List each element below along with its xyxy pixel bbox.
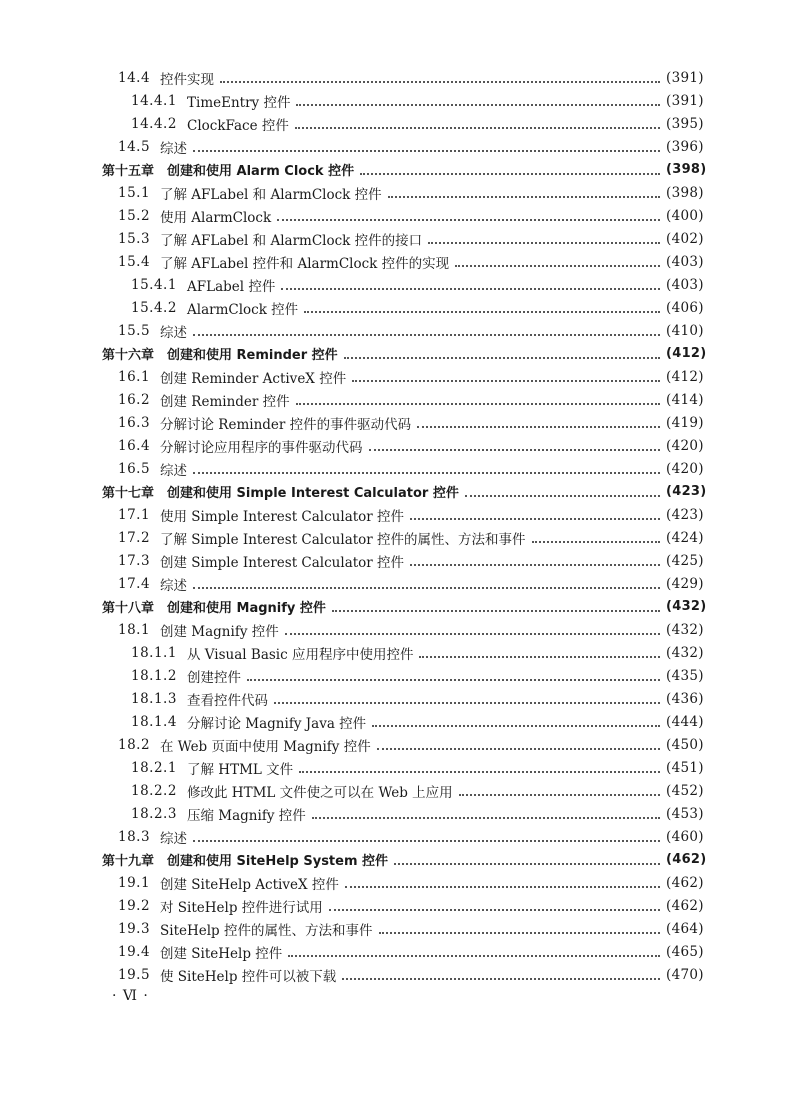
dot-leader (295, 126, 660, 129)
toc-section-number: 15.5 (118, 322, 151, 339)
toc-section-entry (0, 871, 796, 894)
toc-section-number: 19.1 (118, 874, 151, 891)
toc-section-entry (0, 733, 796, 756)
dot-leader (288, 954, 660, 957)
toc-page-number: (398) (666, 184, 704, 201)
toc-section-entry (0, 572, 796, 595)
toc-entry-title: 了解 AFLabel 和 AlarmClock 控件的接口 (160, 232, 423, 249)
toc-page-number: (436) (666, 690, 704, 707)
dot-leader (345, 885, 660, 888)
toc-section-entry (0, 112, 796, 135)
toc-entry-title: 查看控件代码 (187, 692, 268, 709)
toc-section-number: 18.1.3 (131, 690, 177, 707)
toc-page-number: (402) (666, 230, 704, 247)
toc-entry-title: TimeEntry 控件 (187, 94, 291, 111)
dot-leader (352, 379, 660, 382)
toc-section-entry (0, 894, 796, 917)
toc-section-number: 18.1 (118, 621, 151, 638)
toc-entry-title: 修改此 HTML 文件使之可以在 Web 上应用 (187, 784, 453, 801)
dot-leader (369, 448, 661, 451)
toc-entry-title: AFLabel 控件 (187, 278, 276, 295)
toc-page-number: (395) (666, 115, 704, 132)
toc-page-number: (470) (666, 966, 704, 983)
page-number-footer: · Ⅵ · (112, 988, 149, 1004)
dot-leader (344, 356, 660, 359)
dot-leader (377, 747, 660, 750)
toc-entry-title: 分解讨论应用程序的事件驱动代码 (160, 439, 363, 456)
toc-section-number: 16.5 (118, 460, 151, 477)
toc-section-number: 18.2.3 (131, 805, 177, 822)
toc-section-number: 18.1.2 (131, 667, 177, 684)
dot-leader (360, 172, 660, 175)
toc-entry-title: 在 Web 页面中使用 Magnify 控件 (160, 738, 371, 755)
toc-section-entry (0, 687, 796, 710)
toc-entry-title: 了解 AFLabel 和 AlarmClock 控件 (160, 186, 382, 203)
toc-section-number: 18.2.1 (131, 759, 177, 776)
dot-leader (417, 425, 660, 428)
toc-entry-title: ClockFace 控件 (187, 117, 289, 134)
dot-leader (193, 839, 660, 842)
toc-page-number: (464) (666, 920, 704, 937)
dot-leader (465, 494, 660, 497)
toc-page-number: (452) (666, 782, 704, 799)
toc-section-entry (0, 802, 796, 825)
toc-entry-title: 创建 SiteHelp ActiveX 控件 (160, 876, 339, 893)
dot-leader (394, 862, 660, 865)
toc-section-number: 15.3 (118, 230, 151, 247)
toc-section-entry (0, 365, 796, 388)
toc-page-number: (432) (666, 644, 704, 661)
toc-section-entry (0, 411, 796, 434)
toc-page-number: (406) (666, 299, 704, 316)
toc-section-number: 14.5 (118, 138, 151, 155)
toc-page-number: (420) (666, 460, 704, 477)
toc-entry-title: 综述 (160, 577, 187, 594)
toc-chapter-entry (0, 342, 796, 365)
toc-section-number: 16.1 (118, 368, 151, 385)
toc-page-number: (412) (666, 368, 704, 385)
toc-section-number: 17.1 (118, 506, 151, 523)
toc-section-number: 14.4.1 (131, 92, 177, 109)
dot-leader (419, 655, 660, 658)
toc-page-number: (391) (666, 69, 704, 86)
toc-page-number: (403) (666, 253, 704, 270)
toc-section-entry (0, 756, 796, 779)
dot-leader (459, 793, 660, 796)
toc-section-number: 19.5 (118, 966, 151, 983)
toc-section-entry (0, 296, 796, 319)
dot-leader (532, 540, 660, 543)
toc-entry-title: 创建 Reminder 控件 (160, 393, 290, 410)
toc-entry-title: 综述 (160, 140, 187, 157)
toc-section-number: 15.4 (118, 253, 151, 270)
toc-entry-title: 第十九章 创建和使用 SiteHelp System 控件 (102, 854, 389, 869)
toc-section-entry (0, 549, 796, 572)
dot-leader (193, 149, 660, 152)
toc-page-number: (453) (666, 805, 704, 822)
toc-page-number: (465) (666, 943, 704, 960)
dot-leader (332, 609, 660, 612)
toc-entry-title: 第十八章 创建和使用 Magnify 控件 (102, 601, 326, 616)
dot-leader (379, 931, 661, 934)
toc-entry-title: 了解 AFLabel 控件和 AlarmClock 控件的实现 (160, 255, 450, 272)
toc-section-entry (0, 434, 796, 457)
toc-section-number: 19.2 (118, 897, 151, 914)
toc-section-number: 18.3 (118, 828, 151, 845)
toc-section-number: 14.4.2 (131, 115, 177, 132)
toc-page-number: (403) (666, 276, 704, 293)
toc-section-number: 16.4 (118, 437, 151, 454)
toc-section-entry (0, 526, 796, 549)
toc-section-entry (0, 618, 796, 641)
toc-entry-title: SiteHelp 控件的属性、方法和事件 (160, 922, 373, 939)
toc-section-number: 15.1 (118, 184, 151, 201)
toc-entry-title: 综述 (160, 830, 187, 847)
toc-page-number: (435) (666, 667, 704, 684)
toc-entry-title: AlarmClock 控件 (187, 301, 299, 318)
dot-leader (455, 264, 660, 267)
dot-leader (299, 770, 660, 773)
toc-page-number: (432) (666, 599, 707, 614)
toc-section-entry (0, 388, 796, 411)
toc-page-number: (429) (666, 575, 704, 592)
toc-section-entry (0, 250, 796, 273)
toc-chapter-entry (0, 158, 796, 181)
toc-page-number: (412) (666, 346, 707, 361)
toc-page-number: (423) (666, 484, 707, 499)
dot-leader (274, 701, 660, 704)
toc-entry-title: 使 SiteHelp 控件可以被下载 (160, 968, 337, 985)
toc-entry-title: 使用 Simple Interest Calculator 控件 (160, 508, 405, 525)
toc-section-entry (0, 66, 796, 89)
toc-entry-title: 了解 Simple Interest Calculator 控件的属性、方法和事件 (160, 531, 526, 548)
dot-leader (296, 402, 660, 405)
toc-section-number: 18.1.1 (131, 644, 177, 661)
toc-section-number: 19.3 (118, 920, 151, 937)
toc-chapter-entry (0, 595, 796, 618)
toc-entry-title: 对 SiteHelp 控件进行试用 (160, 899, 323, 916)
toc-entry-title: 综述 (160, 462, 187, 479)
toc-entry-title: 从 Visual Basic 应用程序中使用控件 (187, 646, 414, 663)
toc-section-entry (0, 779, 796, 802)
toc-page-number: (425) (666, 552, 704, 569)
dot-leader (220, 80, 660, 83)
dot-leader (329, 908, 660, 911)
toc-chapter-entry (0, 848, 796, 871)
toc-page-number: (451) (666, 759, 704, 776)
dot-leader (304, 310, 660, 313)
toc-section-entry (0, 181, 796, 204)
toc-section-entry (0, 664, 796, 687)
toc-section-entry (0, 135, 796, 158)
toc-page-number: (460) (666, 828, 704, 845)
toc-section-entry (0, 319, 796, 342)
toc-entry-title: 了解 HTML 文件 (187, 761, 294, 778)
dot-leader (247, 678, 660, 681)
toc-section-number: 15.4.1 (131, 276, 177, 293)
toc-page-number: (423) (666, 506, 704, 523)
toc-page-number: (396) (666, 138, 704, 155)
toc-section-entry (0, 503, 796, 526)
toc-entry-title: 控件实现 (160, 71, 214, 88)
toc-section-number: 18.2.2 (131, 782, 177, 799)
dot-leader (296, 103, 660, 106)
toc-page-number: (400) (666, 207, 704, 224)
toc-section-entry (0, 825, 796, 848)
toc-page-number: (444) (666, 713, 704, 730)
toc-section-number: 18.2 (118, 736, 151, 753)
toc-page-number: (420) (666, 437, 704, 454)
dot-leader (281, 287, 660, 290)
toc-section-entry (0, 641, 796, 664)
toc-section-entry (0, 917, 796, 940)
toc-entry-title: 创建 Simple Interest Calculator 控件 (160, 554, 405, 571)
toc-entry-title: 分解讨论 Magnify Java 控件 (187, 715, 367, 732)
toc-section-entry (0, 457, 796, 480)
toc-page-number: (462) (666, 897, 704, 914)
toc-entry-title: 综述 (160, 324, 187, 341)
toc-section-entry (0, 273, 796, 296)
toc-entry-title: 创建控件 (187, 669, 241, 686)
toc-page-number: (462) (666, 852, 707, 867)
toc-page-number: (462) (666, 874, 704, 891)
toc-entry-title: 第十六章 创建和使用 Reminder 控件 (102, 348, 338, 363)
toc-section-number: 17.3 (118, 552, 151, 569)
dot-leader (277, 218, 660, 221)
toc-entry-title: 第十七章 创建和使用 Simple Interest Calculator 控件 (102, 486, 459, 501)
dot-leader (428, 241, 660, 244)
toc-section-number: 15.4.2 (131, 299, 177, 316)
toc-entry-title: 压缩 Magnify 控件 (187, 807, 306, 824)
toc-entry-title: 分解讨论 Reminder 控件的事件驱动代码 (160, 416, 412, 433)
toc-section-number: 16.2 (118, 391, 151, 408)
toc-entry-title: 创建 Magnify 控件 (160, 623, 279, 640)
dot-leader (410, 517, 660, 520)
toc-entry-title: 第十五章 创建和使用 Alarm Clock 控件 (102, 164, 355, 179)
dot-leader (193, 471, 660, 474)
toc-section-number: 17.4 (118, 575, 151, 592)
dot-leader (388, 195, 660, 198)
toc-section-entry (0, 89, 796, 112)
toc-entry-title: 使用 AlarmClock (160, 209, 272, 226)
toc-section-number: 15.2 (118, 207, 151, 224)
dot-leader (372, 724, 660, 727)
toc-page-number: (450) (666, 736, 704, 753)
toc-section-number: 18.1.4 (131, 713, 177, 730)
toc-page-number: (391) (666, 92, 704, 109)
dot-leader (312, 816, 660, 819)
toc-section-entry (0, 710, 796, 733)
toc-section-entry (0, 204, 796, 227)
toc-section-entry (0, 227, 796, 250)
toc-page-number: (410) (666, 322, 704, 339)
toc-section-number: 19.4 (118, 943, 151, 960)
dot-leader (285, 632, 660, 635)
toc-page-number: (414) (666, 391, 704, 408)
dot-leader (193, 333, 660, 336)
toc-page-number: (424) (666, 529, 704, 546)
toc-page-number: (432) (666, 621, 704, 638)
toc-entry-title: 创建 SiteHelp 控件 (160, 945, 283, 962)
dot-leader (410, 563, 660, 566)
dot-leader (342, 977, 660, 980)
toc-page-number: (398) (666, 162, 707, 177)
toc-section-number: 17.2 (118, 529, 151, 546)
dot-leader (193, 586, 660, 589)
toc-section-entry (0, 940, 796, 963)
toc-section-entry (0, 963, 796, 986)
toc-entry-title: 创建 Reminder ActiveX 控件 (160, 370, 347, 387)
toc-page-number: (419) (666, 414, 704, 431)
table-of-contents (0, 66, 796, 986)
toc-chapter-entry (0, 480, 796, 503)
toc-section-number: 16.3 (118, 414, 151, 431)
toc-section-number: 14.4 (118, 69, 151, 86)
